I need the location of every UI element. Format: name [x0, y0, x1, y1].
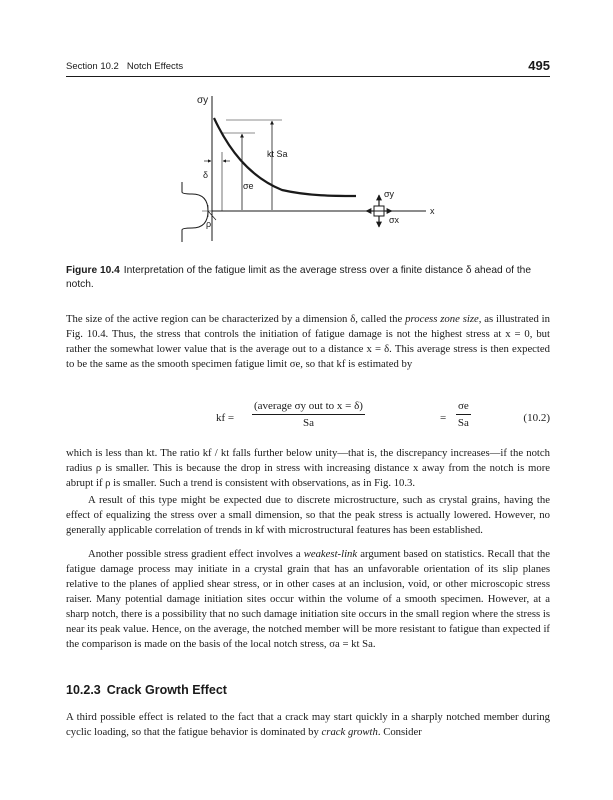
equation-lhs: kf = — [216, 412, 235, 424]
kt-sa-label: kt Sa — [267, 149, 288, 159]
term-weakest-link: weakest-link — [303, 548, 358, 560]
caption-text: Interpretation of the fatigue limit as the average stress over a finite distance δ ahead of the notch. — [66, 265, 531, 290]
equation-equals: = — [440, 412, 447, 424]
section-title: Notch Effects — [126, 61, 184, 72]
subsection-title: Crack Growth Effect — [106, 683, 227, 697]
equation-10-2 — [66, 398, 550, 440]
p1-text-c: , as illustrated in Fig. 10.4. Thus, the stress that controls the initiation of fatigue damage is not the highest stress at x = 0, but rather the somewhat lower value that is the average out to a distance x = δ. This average stress is then expected to be the same as the smooth specimen fatigue limit σe, so that kf is estimated by — [66, 313, 550, 370]
p4-text-c: argument based on statistics. Recall that the fatigue damage process may initiate in a crystal grain that has an unfavorable orientation of its slip planes relative to the planes of applied shear stress, or in other cases at an inclusion, void, or other microscopic stress raiser. Many potential damage initiation sites occur within the volume of a smooth specimen. However, at a sharp notch, there is a possibility that no such damage initiation site occurs in the small region where the stress is near its peak value. Hence, on the average, the notched member will be more resistant to fatigue than expected if the comparison is made on the basis of the local notch stress, σa = kt Sa. — [66, 548, 550, 650]
sigma-y-axis-label: σy — [197, 95, 209, 106]
running-head — [66, 58, 550, 78]
term-crack-growth: crack growth — [321, 726, 378, 738]
figure-caption — [66, 264, 550, 292]
paragraph-weakest-link — [66, 547, 550, 652]
term-process-zone-size: process zone size — [405, 313, 479, 325]
p1-text-a: The size of the active region can be characterized by a dimension δ, called the — [66, 313, 406, 325]
p5-text-c: . Consider — [377, 726, 422, 738]
equation-numerator: (average σy out to x = δ) — [252, 400, 365, 415]
paragraph-crack-growth — [66, 710, 550, 740]
equation-fraction-fatigue-limit — [456, 400, 471, 429]
equation-fraction-average — [252, 400, 365, 429]
section-label: Section 10.2 — [66, 61, 119, 72]
page-number: 495 — [528, 58, 550, 73]
equation-number: (10.2) — [523, 412, 550, 424]
sigma-e-label: σe — [243, 181, 254, 191]
p5-text-a: A third possible effect is related to the fact that a crack may start quickly in a sharply notched member during cyclic loading, so that the fatigue behavior is dominated by — [66, 711, 550, 738]
paragraph-microstructure: A result of this type might be expected due to discrete microstructure, such as crystal grains, having the effect of equalizing the stress over a small dimension, so that the peak stress is actually lowered. However, no generally applicable correlation of trends in kf with microstructural features has been established. — [66, 494, 550, 536]
element-sigma-y-label: σy — [384, 189, 395, 199]
equation-numerator-2: σe — [456, 400, 471, 415]
subsection-number: 10.2.3 — [66, 683, 101, 697]
subsection-heading — [66, 683, 227, 697]
paragraph-ratio: which is less than kt. The ratio kf / kt falls further below unity—that is, the discrepancy increases—if the notch radius ρ is smaller. This is because the drop in stress with increasing distance x away from the notch is more abrupt if ρ is smaller. Such a trend is consistent with observations, as in Fig. 10.3. — [66, 447, 550, 489]
notch-outline — [182, 182, 208, 242]
header-rule — [66, 76, 550, 77]
rho-label: ρ — [206, 219, 212, 229]
paragraph-process-zone — [66, 312, 550, 372]
section-heading — [66, 61, 183, 72]
x-axis-label: x — [430, 206, 435, 216]
p4-text-a: Another possible stress gradient effect involves a — [88, 548, 304, 560]
equation-denominator-2: Sa — [457, 417, 469, 429]
delta-label: δ — [203, 170, 209, 180]
figure-10-4-diagram — [170, 86, 450, 256]
element-sigma-x-label: σx — [389, 215, 400, 225]
equation-denominator: Sa — [302, 417, 314, 429]
figure-number: Figure 10.4 — [66, 265, 120, 276]
